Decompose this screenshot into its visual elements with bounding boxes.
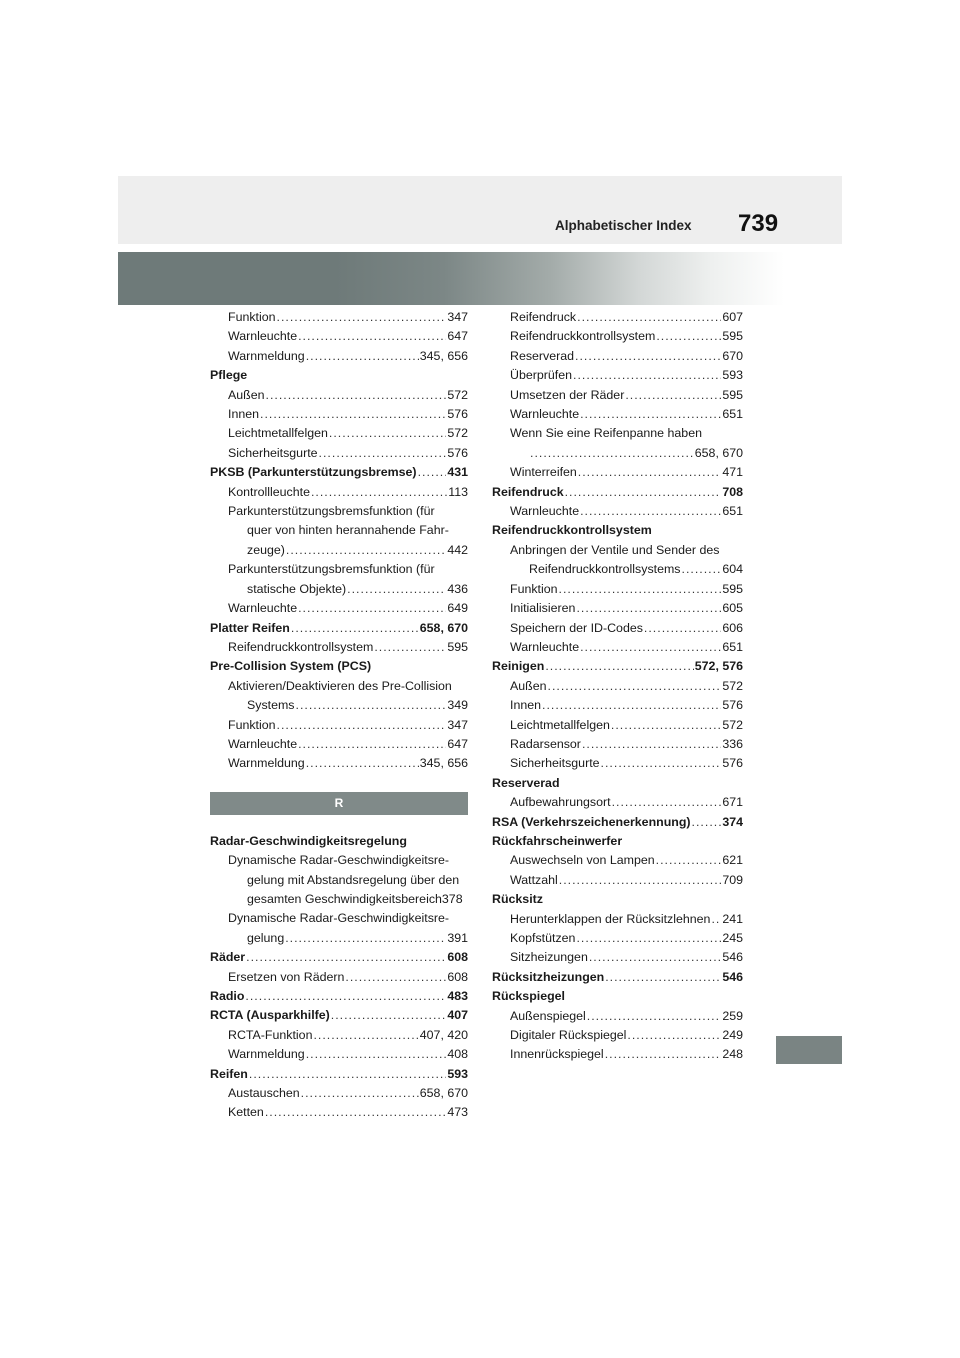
leader-dots bbox=[587, 1007, 722, 1026]
leader-dots bbox=[331, 1006, 447, 1025]
index-entry bbox=[492, 483, 743, 502]
index-entry-term: RCTA (Ausparkhilfe) bbox=[210, 1008, 330, 1023]
index-entry-text: Dynamische Radar-Geschwindigkeitsre- bbox=[228, 853, 450, 868]
index-entry-pages: 345, 656 bbox=[419, 756, 468, 771]
index-heading: Pre-Collision System (PCS) bbox=[210, 659, 372, 674]
index-entry-pages: 651 bbox=[722, 407, 743, 422]
index-heading: Reifendruckkontrollsystem bbox=[492, 523, 652, 538]
index-entry-pages: 649 bbox=[447, 601, 468, 616]
index-entry bbox=[492, 948, 743, 967]
index-entry bbox=[492, 851, 743, 870]
index-heading: Rückspiegel bbox=[492, 989, 565, 1004]
leader-dots bbox=[542, 696, 721, 715]
index-heading: Rücksitz bbox=[492, 892, 543, 907]
index-entry-pages: 336 bbox=[722, 736, 743, 751]
leader-dots bbox=[301, 1084, 419, 1103]
leader-dots bbox=[711, 910, 721, 929]
index-entry-term: Funktion bbox=[228, 310, 276, 324]
index-entry-pages: 621 bbox=[722, 853, 743, 868]
index-entry-term: Sitzheizungen bbox=[510, 950, 588, 965]
leader-dots bbox=[285, 929, 446, 948]
index-entry-pages: 431 bbox=[447, 465, 468, 480]
index-entry-pages: 572 bbox=[722, 717, 743, 732]
leader-dots bbox=[580, 638, 721, 657]
index-entry bbox=[492, 716, 743, 735]
leader-dots bbox=[311, 483, 447, 502]
index-entry-pages: 483 bbox=[447, 989, 468, 1003]
index-entry-pages: 708 bbox=[722, 484, 743, 499]
index-entry bbox=[210, 308, 468, 327]
leader-dots bbox=[545, 657, 693, 676]
index-entry bbox=[210, 347, 468, 366]
leader-dots bbox=[530, 444, 694, 463]
index-entry-text: Anbringen der Ventile und Sender des bbox=[510, 542, 720, 557]
index-entry-term: Außen bbox=[228, 387, 265, 402]
index-entry-pages: 436 bbox=[447, 581, 468, 596]
index-entry-pages: 709 bbox=[722, 872, 743, 887]
index-entry-term: Räder bbox=[210, 950, 246, 965]
index-entry-pages: 572, 576 bbox=[694, 659, 743, 674]
index-entry bbox=[210, 987, 468, 1006]
index-entry-term: Digitaler Rückspiegel bbox=[510, 1028, 627, 1043]
index-entry-pages: 576 bbox=[722, 756, 743, 771]
index-entry-pages: 442 bbox=[447, 542, 468, 557]
index-entry-continuation: gelung mit Abstandsregelung über den bbox=[247, 872, 460, 887]
index-entry-term: Leichtmetallfelgen bbox=[228, 426, 328, 441]
index-entry bbox=[210, 327, 468, 346]
index-entry-term: Auswechseln von Lampen bbox=[510, 853, 655, 868]
leader-dots bbox=[589, 948, 721, 967]
index-entry-term: Reifen bbox=[210, 1066, 248, 1081]
index-entry bbox=[492, 1026, 743, 1045]
index-entry bbox=[492, 502, 743, 521]
index-entry-text: Dynamische Radar-Geschwindigkeitsre- bbox=[228, 911, 450, 926]
index-entry-term: Innen bbox=[510, 698, 542, 713]
index-entry bbox=[492, 386, 743, 405]
index-entry-term: PKSB (Parkunterstützungsbremse) bbox=[210, 465, 417, 480]
index-entry-term: Rücksitzheizungen bbox=[492, 969, 605, 984]
index-entry bbox=[210, 716, 468, 735]
index-entry bbox=[210, 541, 468, 560]
index-entry-pages: 546 bbox=[722, 950, 743, 965]
index-entry-pages: 658, 670 bbox=[419, 620, 468, 635]
index-entry-term: RSA (Verkehrszeichenerkennung) bbox=[492, 814, 691, 829]
leader-dots bbox=[329, 424, 446, 443]
index-entry bbox=[492, 793, 743, 812]
index-entry bbox=[492, 910, 743, 929]
index-entry-term: Reifendruck bbox=[492, 484, 564, 499]
index-entry-term: Kopfstützen bbox=[510, 931, 576, 945]
index-entry-term: Warnleuchte bbox=[510, 407, 580, 422]
index-entry-term: Warnleuchte bbox=[228, 329, 298, 344]
thumb-index-tab bbox=[776, 1036, 842, 1064]
leader-dots bbox=[644, 619, 721, 638]
index-entry bbox=[492, 405, 743, 424]
index-entry bbox=[210, 1103, 468, 1122]
index-entry bbox=[492, 813, 743, 832]
index-entry bbox=[492, 347, 743, 366]
index-entry-pages: 113 bbox=[448, 484, 468, 499]
index-entry bbox=[492, 657, 743, 676]
leader-dots bbox=[260, 405, 446, 424]
leader-dots bbox=[277, 308, 447, 327]
index-entry-pages: 658, 670 bbox=[419, 1086, 468, 1101]
index-entry bbox=[492, 463, 743, 482]
index-entry-text: Wenn Sie eine Reifenpanne haben bbox=[510, 426, 702, 441]
leader-dots bbox=[682, 560, 722, 579]
index-entry-pages: 651 bbox=[722, 639, 743, 654]
index-entry-term: Außenspiegel bbox=[510, 1008, 586, 1023]
index-entry bbox=[492, 871, 743, 890]
index-entry-pages: 576 bbox=[447, 445, 468, 460]
index-entry-term: Reifendruckkontrollsystem bbox=[228, 639, 374, 654]
leader-dots bbox=[576, 599, 721, 618]
index-entry-pages: 595 bbox=[722, 581, 743, 596]
index-entry-term: Warnmeldung bbox=[228, 1047, 305, 1062]
index-entry bbox=[492, 1007, 743, 1026]
index-entry-pages: 408 bbox=[447, 1047, 468, 1062]
leader-dots bbox=[577, 308, 721, 327]
index-entry bbox=[210, 929, 468, 948]
index-entry-pages: 608 bbox=[447, 950, 468, 965]
index-entry-term: Speichern der ID-Codes bbox=[510, 620, 643, 635]
index-entry-term: Funktion bbox=[510, 581, 558, 596]
index-entry bbox=[210, 386, 468, 405]
index-entry-term: Herunterklappen der Rücksitzlehnen bbox=[510, 911, 711, 926]
index-entry-term: Radio bbox=[210, 989, 245, 1003]
index-entry-pages: 241 bbox=[722, 911, 743, 926]
index-entry bbox=[210, 424, 468, 443]
leader-dots bbox=[306, 1045, 447, 1064]
index-entry-pages: 347 bbox=[447, 310, 468, 324]
leader-dots bbox=[582, 735, 721, 754]
leader-dots bbox=[249, 1065, 446, 1084]
index-entry-term: Warnleuchte bbox=[228, 736, 298, 751]
index-entry bbox=[492, 366, 743, 385]
leader-dots bbox=[692, 813, 722, 832]
index-entry bbox=[210, 1065, 468, 1084]
index-list-a bbox=[210, 308, 468, 774]
index-entry-pages: 473 bbox=[447, 1105, 468, 1120]
index-entry-pages: 604 bbox=[722, 562, 743, 577]
index-entry-pages: 658, 670 bbox=[694, 445, 743, 460]
index-entry-term: Aufbewahrungsort bbox=[510, 795, 611, 810]
leader-dots bbox=[313, 1026, 418, 1045]
index-heading: Rückfahrscheinwerfer bbox=[492, 833, 623, 848]
index-column-right bbox=[492, 308, 743, 1065]
index-entry-pages: 407 bbox=[447, 1008, 468, 1023]
index-entry-pages: 407, 420 bbox=[419, 1027, 468, 1042]
index-entry-term: Platter Reifen bbox=[210, 620, 290, 635]
index-entry-pages: 576 bbox=[447, 407, 468, 422]
leader-dots bbox=[575, 347, 721, 366]
index-entry-pages: 647 bbox=[447, 736, 468, 751]
leader-dots bbox=[245, 987, 446, 1006]
header-band bbox=[118, 176, 842, 244]
index-entry bbox=[492, 580, 743, 599]
index-entry bbox=[210, 1026, 468, 1045]
index-entry-term: Sicherheitsgurte bbox=[510, 756, 600, 771]
leader-dots bbox=[286, 541, 446, 560]
index-entry-term: Warnmeldung bbox=[228, 756, 305, 771]
leader-dots bbox=[548, 677, 722, 696]
index-entry bbox=[210, 580, 468, 599]
leader-dots bbox=[298, 327, 446, 346]
index-entry-pages: 245 bbox=[722, 931, 743, 945]
index-entry-term: Reserverad bbox=[510, 348, 575, 363]
leader-dots bbox=[580, 502, 721, 521]
index-entry-term: gelung bbox=[247, 930, 285, 945]
index-entry-text: Parkunterstützungsbremsfunktion (für bbox=[228, 504, 435, 519]
index-entry-pages: 595 bbox=[722, 387, 743, 402]
leader-dots bbox=[246, 948, 446, 967]
index-entry bbox=[210, 1006, 468, 1025]
decorative-gradient-bar bbox=[118, 252, 842, 305]
index-entry-text: Parkunterstützungsbremsfunktion (für bbox=[228, 562, 435, 577]
index-entry bbox=[210, 948, 468, 967]
index-entry-continuation: quer von hinten herannahende Fahr- bbox=[247, 523, 449, 538]
index-entry bbox=[492, 619, 743, 638]
index-entry-term: Reifendruckkontrollsystems bbox=[529, 562, 681, 577]
index-entry-term: Kontrollleuchte bbox=[228, 484, 310, 499]
index-entry-term: Warnmeldung bbox=[228, 348, 305, 363]
leader-dots bbox=[559, 580, 722, 599]
index-entry bbox=[492, 1045, 743, 1064]
index-entry bbox=[492, 327, 743, 346]
index-entry-term: Radarsensor bbox=[510, 736, 581, 751]
index-entry bbox=[492, 599, 743, 618]
leader-dots bbox=[580, 405, 721, 424]
leader-dots bbox=[605, 1045, 722, 1064]
index-entry-pages: 605 bbox=[722, 601, 743, 616]
leader-dots bbox=[291, 619, 419, 638]
leader-dots bbox=[374, 638, 446, 657]
index-entry-pages: 349 bbox=[447, 698, 468, 713]
index-entry bbox=[210, 754, 468, 773]
index-entry-pages: 606 bbox=[722, 620, 743, 635]
leader-dots bbox=[578, 463, 722, 482]
index-entry-pages: 593 bbox=[447, 1066, 468, 1081]
leader-dots bbox=[605, 968, 721, 987]
leader-dots bbox=[265, 1103, 446, 1122]
index-entry-pages: 249 bbox=[722, 1028, 743, 1043]
leader-dots bbox=[576, 929, 721, 948]
leader-dots bbox=[306, 754, 419, 773]
index-entry-term: Reifendruck bbox=[510, 310, 577, 324]
index-entry-pages: 647 bbox=[447, 329, 468, 344]
index-entry-term: Umsetzen der Räder bbox=[510, 387, 625, 402]
index-entry bbox=[210, 968, 468, 987]
index-entry bbox=[492, 754, 743, 773]
leader-dots bbox=[601, 754, 722, 773]
index-entry-pages: 671 bbox=[722, 795, 743, 810]
leader-dots bbox=[319, 444, 447, 463]
index-entry-pages: 593 bbox=[722, 368, 743, 383]
index-entry-term: Überprüfen bbox=[510, 368, 572, 383]
index-entry bbox=[210, 483, 468, 502]
section-title: Alphabetischer Index bbox=[555, 218, 692, 233]
index-entry-term: Reifendruckkontrollsystem bbox=[510, 329, 656, 344]
index-entry bbox=[492, 735, 743, 754]
index-entry-pages: 546 bbox=[722, 969, 743, 984]
index-entry-term: Wattzahl bbox=[510, 872, 558, 887]
index-heading: Pflege bbox=[210, 368, 248, 383]
index-entry-pages: 248 bbox=[722, 1047, 743, 1062]
index-entry-term: Außen bbox=[510, 678, 547, 693]
index-entry-pages: 345, 656 bbox=[419, 348, 468, 363]
index-entry bbox=[492, 638, 743, 657]
index-list-c bbox=[492, 308, 743, 1065]
index-entry bbox=[210, 735, 468, 754]
page-number: 739 bbox=[738, 210, 779, 237]
index-entry bbox=[492, 696, 743, 715]
index-entry bbox=[210, 599, 468, 618]
index-entry-pages: 576 bbox=[722, 698, 743, 713]
index-entry-term: Innen bbox=[228, 407, 260, 422]
index-entry-pages: 595 bbox=[722, 329, 743, 344]
index-entry-term: Leichtmetallfelgen bbox=[510, 717, 610, 732]
leader-dots bbox=[612, 793, 722, 812]
index-entry bbox=[492, 444, 743, 463]
index-entry-continuation: gesamten Geschwindigkeitsbereich378 bbox=[247, 891, 463, 906]
index-column-left bbox=[210, 308, 468, 1123]
index-entry-pages: 374 bbox=[722, 814, 743, 829]
leader-dots bbox=[298, 735, 446, 754]
index-entry-term: Reinigen bbox=[492, 659, 545, 674]
section-letter-bar: R bbox=[210, 792, 468, 815]
leader-dots bbox=[418, 463, 447, 482]
index-entry-pages: 259 bbox=[722, 1008, 743, 1023]
index-heading: Reserverad bbox=[492, 775, 560, 790]
index-entry bbox=[492, 968, 743, 987]
leader-dots bbox=[296, 696, 447, 715]
index-entry-pages: 651 bbox=[722, 504, 743, 519]
index-entry-pages: 391 bbox=[447, 930, 468, 945]
index-entry bbox=[210, 696, 468, 715]
index-entry bbox=[210, 1045, 468, 1064]
leader-dots bbox=[266, 386, 447, 405]
leader-dots bbox=[565, 483, 722, 502]
index-entry-term: Systems bbox=[247, 698, 295, 713]
index-entry-term: Innenrückspiegel bbox=[510, 1047, 604, 1062]
leader-dots bbox=[656, 327, 721, 346]
index-entry-term: Austauschen bbox=[228, 1086, 300, 1101]
index-entry-pages: 572 bbox=[447, 387, 468, 402]
index-entry-pages: 471 bbox=[722, 465, 743, 480]
index-entry bbox=[492, 677, 743, 696]
leader-dots bbox=[559, 871, 722, 890]
index-entry-term: Sicherheitsgurte bbox=[228, 445, 318, 460]
index-entry-pages: 347 bbox=[447, 717, 468, 732]
index-entry-term: Ketten bbox=[228, 1105, 264, 1120]
leader-dots bbox=[573, 366, 721, 385]
index-entry bbox=[492, 560, 743, 579]
index-entry bbox=[492, 929, 743, 948]
leader-dots bbox=[306, 347, 419, 366]
index-entry-pages: 608 bbox=[447, 969, 468, 984]
index-entry-pages: 595 bbox=[447, 639, 468, 654]
index-entry-pages: 572 bbox=[447, 426, 468, 441]
index-entry-term: statische Objekte) bbox=[247, 581, 347, 596]
leader-dots bbox=[347, 580, 446, 599]
index-entry bbox=[210, 463, 468, 482]
index-entry-term: Initialisieren bbox=[510, 601, 576, 616]
index-entry-term: Ersetzen von Rädern bbox=[228, 969, 345, 984]
leader-dots bbox=[277, 716, 447, 735]
index-heading: Radar-Geschwindigkeitsregelung bbox=[210, 833, 407, 848]
leader-dots bbox=[345, 968, 446, 987]
leader-dots bbox=[625, 386, 721, 405]
leader-dots bbox=[627, 1026, 721, 1045]
index-entry-pages: 670 bbox=[722, 348, 743, 363]
index-entry-term: Warnleuchte bbox=[510, 504, 580, 519]
index-entry-term: RCTA-Funktion bbox=[228, 1027, 313, 1042]
index-entry bbox=[210, 619, 468, 638]
index-entry bbox=[210, 405, 468, 424]
index-entry-term: Funktion bbox=[228, 717, 276, 732]
leader-dots bbox=[656, 851, 722, 870]
index-entry-text: Aktivieren/Deaktivieren des Pre-Collision bbox=[228, 678, 452, 693]
index-entry bbox=[210, 1084, 468, 1103]
index-entry-pages: 607 bbox=[722, 310, 743, 324]
index-entry-term: Winterreifen bbox=[510, 465, 577, 480]
index-entry-term: zeuge) bbox=[247, 542, 285, 557]
index-entry bbox=[210, 638, 468, 657]
index-list-b bbox=[210, 832, 468, 1123]
leader-dots bbox=[611, 716, 721, 735]
index-entry-term: Warnleuchte bbox=[228, 601, 298, 616]
index-entry bbox=[210, 444, 468, 463]
leader-dots bbox=[298, 599, 446, 618]
index-entry-pages: 572 bbox=[722, 678, 743, 693]
index-entry-term: Warnleuchte bbox=[510, 639, 580, 654]
index-entry bbox=[492, 308, 743, 327]
